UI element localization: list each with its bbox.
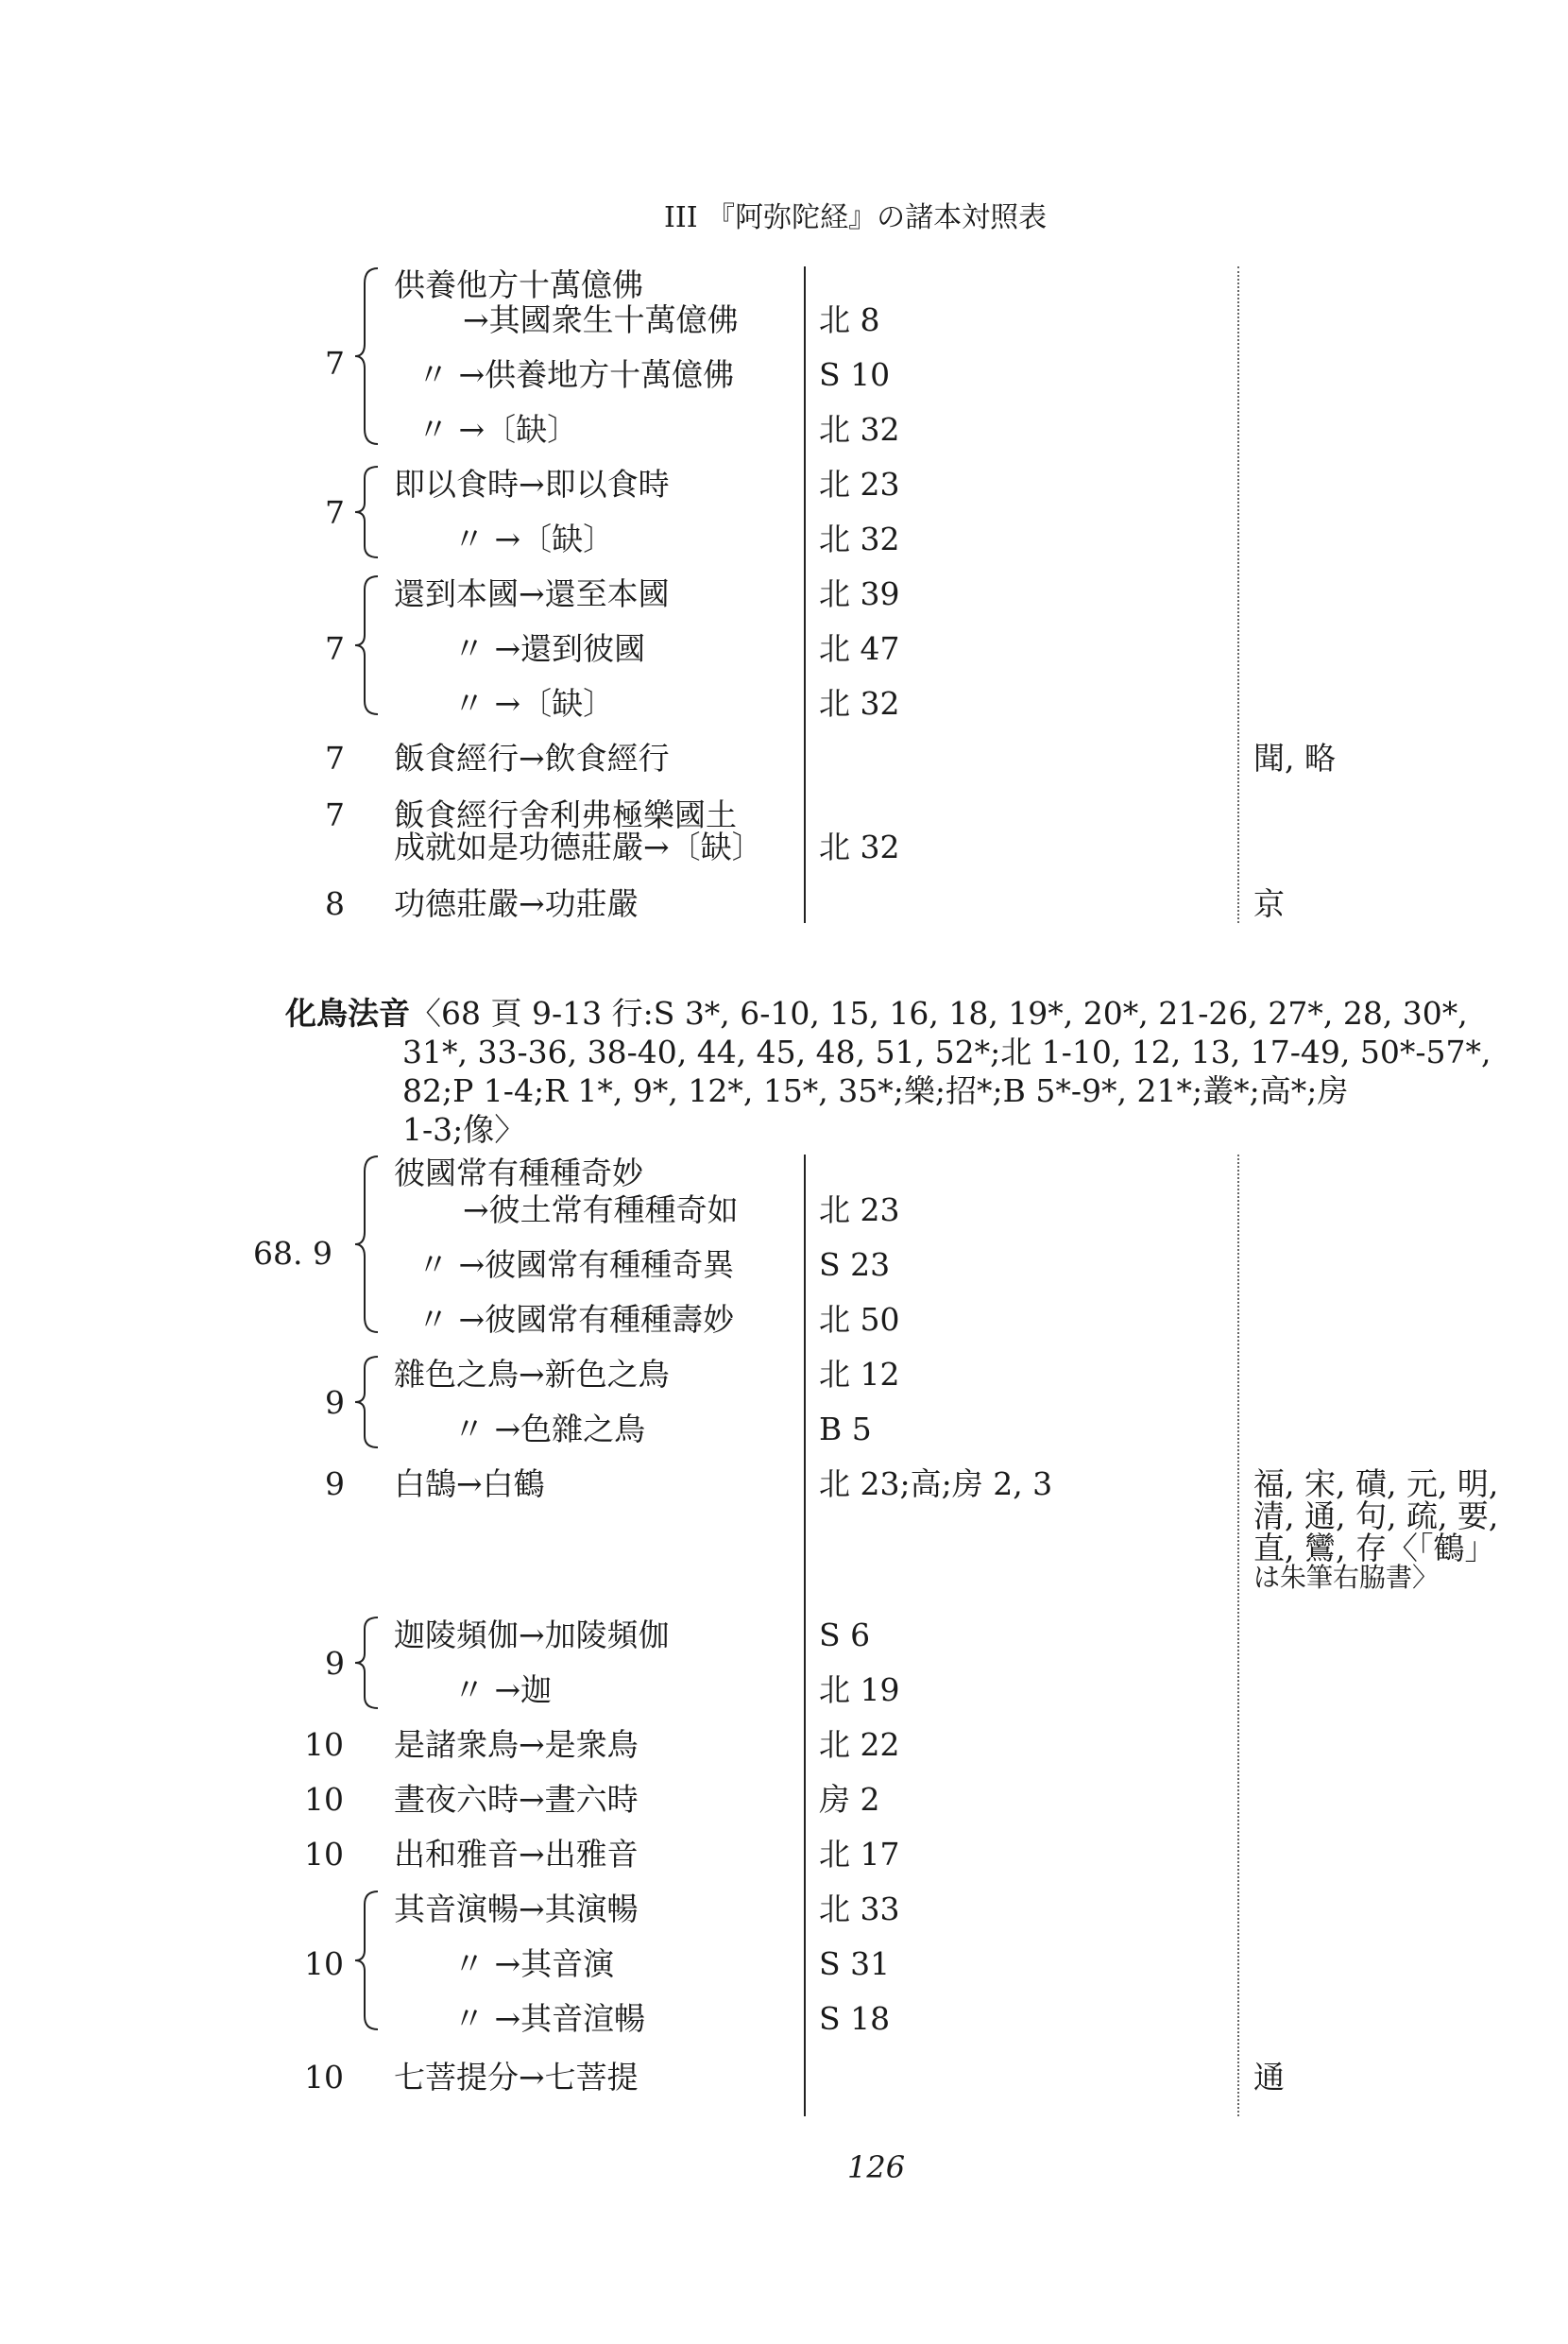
source-text: 北 32 [819,685,900,722]
left-brace [353,1355,382,1449]
left-brace [353,266,382,446]
source-text: 北 50 [819,1301,900,1338]
left-brace [353,1890,382,2031]
line-number: 7 [325,740,345,777]
note-text: 京 [1253,885,1285,922]
line-number: 7 [325,345,345,382]
source-text: 房 2 [819,1781,880,1818]
variant-text: 白鵠→白鶴 [394,1465,545,1502]
line-number: 68. 9 [253,1235,332,1272]
variant-text: 〃 →迦 [453,1671,553,1708]
section-title: 化鳥法音 [285,995,410,1032]
source-text: B 5 [819,1411,872,1447]
column-divider [804,266,806,923]
line-number: 7 [325,796,345,833]
left-brace [353,1616,382,1710]
source-text: S 23 [819,1246,891,1283]
reference-line: 31*, 33-36, 38-40, 44, 45, 48, 51, 52*;北 1-10, 12, 13, 17-49, 50*-57*, [402,1034,1491,1070]
variant-text: 功德莊嚴→功莊嚴 [394,885,639,922]
variant-text: →其國衆生十萬億佛 [463,301,739,338]
variant-text: 〃 →〔缺〕 [418,411,579,448]
variant-text: 〃 →還到彼國 [453,630,646,667]
page-number: 126 [847,2149,906,2185]
source-text: S 18 [819,2000,891,2037]
note-text: 直, 鸞, 存〈「鶴」 [1253,1530,1496,1566]
line-number: 9 [325,1645,345,1682]
variant-text: 迦陵頻伽→加陵頻伽 [394,1617,670,1653]
source-text: 北 23 [819,1191,900,1228]
source-text: 北 23;高;房 2, 3 [819,1465,1053,1502]
source-text: 北 32 [819,521,900,557]
column-divider-dotted [1237,266,1239,923]
source-text: 北 47 [819,630,900,667]
source-text: 北 12 [819,1356,900,1393]
note-text: 清, 通, 句, 疏, 要, [1253,1497,1499,1534]
note-text: 聞, 略 [1253,740,1336,777]
reference-line: 〈68 頁 9-13 行:S 3*, 6-10, 15, 16, 18, 19*, 20*, 21-26, 27*, 28, 30*, [410,995,1468,1032]
source-text: S 6 [819,1617,871,1653]
source-text: 北 19 [819,1671,900,1708]
source-text: 北 23 [819,466,900,503]
line-number: 7 [325,630,345,667]
variant-text: 即以食時→即以食時 [394,466,670,503]
variant-text: 供養他方十萬億佛 [394,266,643,303]
source-text: 北 32 [819,829,900,865]
source-text: 北 33 [819,1891,900,1927]
line-number: 8 [325,885,345,922]
variant-text: 是諸衆鳥→是衆鳥 [394,1726,639,1763]
line-number: 9 [325,1465,345,1502]
variant-text: 〃 →彼國常有種種奇異 [418,1246,735,1283]
variant-text: 出和雅音→出雅音 [394,1836,639,1873]
variant-text: 晝夜六時→晝六時 [394,1781,639,1818]
line-number: 10 [304,1781,344,1818]
variant-text: 〃 →彼國常有種種壽妙 [418,1301,735,1338]
variant-text: 〃 →〔缺〕 [453,521,615,557]
variant-text: 飯食經行舍利弗極樂國土 [394,796,737,833]
variant-text: 彼國常有種種奇妙 [394,1155,643,1191]
variant-text: →彼土常有種種奇如 [463,1191,739,1228]
source-text: S 10 [819,356,891,393]
source-text: 北 32 [819,411,900,448]
column-divider-dotted [1237,1155,1239,2116]
left-brace [353,1155,382,1334]
column-divider [804,1155,806,2116]
variant-text: 〃 →其音演 [453,1945,615,1982]
source-text: S 31 [819,1945,891,1982]
variant-text: 〃 →色雜之鳥 [453,1411,646,1447]
variant-text: 成就如是功德莊嚴→〔缺〕 [394,829,763,865]
variant-text: 〃 →〔缺〕 [453,685,615,722]
variant-text: 七菩提分→七菩提 [394,2059,639,2096]
left-brace [353,574,382,716]
left-brace [353,465,382,559]
line-number: 9 [325,1384,345,1421]
reference-line: 82;P 1-4;R 1*, 9*, 12*, 15*, 35*;樂;招*;B 5*-9*, 21*;叢*;高*;房 [402,1072,1349,1109]
line-number: 10 [304,2059,344,2096]
variant-text: 飯食經行→飲食經行 [394,740,670,777]
line-number: 10 [304,1945,344,1982]
reference-line: 1-3;像〉 [402,1111,526,1148]
variant-text: 其音演暢→其演暢 [394,1891,639,1927]
variant-text: 〃 →供養地方十萬億佛 [418,356,735,393]
source-text: 北 17 [819,1836,900,1873]
variant-text: 還到本國→還至本國 [394,575,670,612]
source-text: 北 8 [819,301,880,338]
note-text: は朱筆右脇書〉 [1253,1562,1440,1593]
source-text: 北 39 [819,575,900,612]
line-number: 10 [304,1836,344,1873]
variant-text: 雜色之鳥→新色之鳥 [394,1356,670,1393]
line-number: 7 [325,494,345,531]
line-number: 10 [304,1726,344,1763]
source-text: 北 22 [819,1726,900,1763]
running-header: III 『阿弥陀経』の諸本対照表 [664,201,1048,234]
variant-text: 〃 →其音渲暢 [453,2000,646,2037]
note-text: 通 [1253,2059,1285,2096]
note-text: 福, 宋, 磧, 元, 明, [1253,1465,1499,1502]
